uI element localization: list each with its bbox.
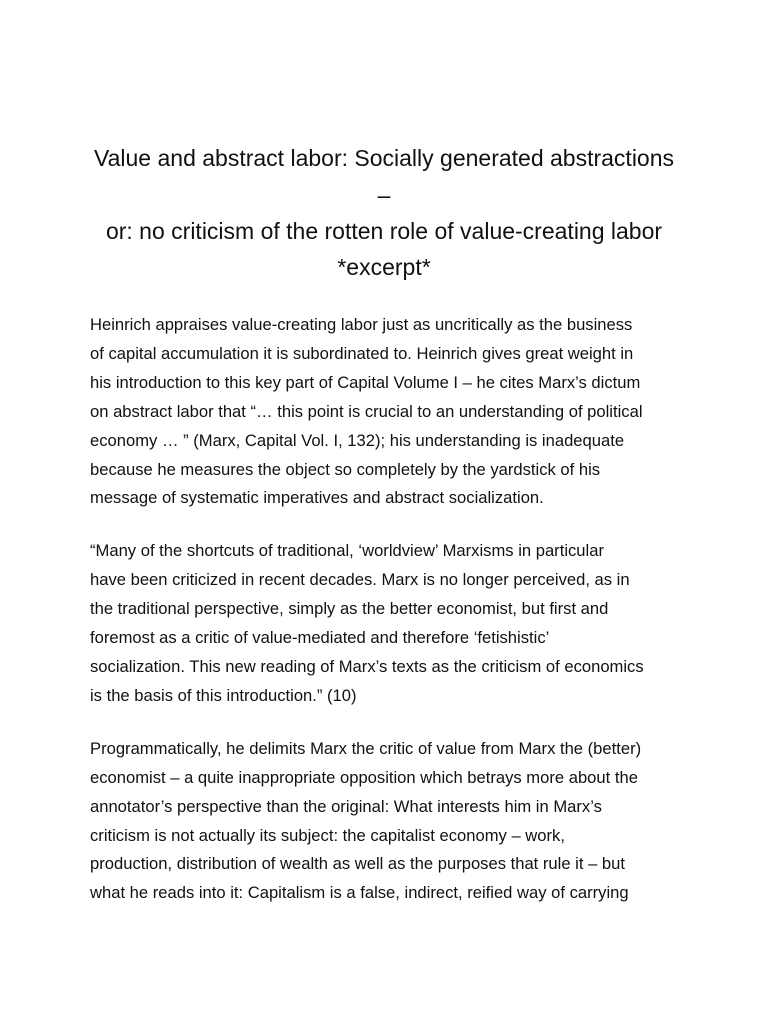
paragraph-line: economy … ” (Marx, Capital Vol. I, 132); his understanding is inadequate [90,430,625,450]
paragraph-2 [90,537,690,710]
document-body [90,311,690,932]
paragraph-line: have been criticized in recent decades. Marx is no longer perceived, as in [90,570,630,590]
paragraph-line: the traditional perspective, simply as the better economist, but first and [90,599,609,619]
paragraph-3 [90,735,690,908]
paragraph-line: Heinrich appraises value-creating labor just as uncritically as the business [90,315,633,334]
title-line-1: Value and abstract labor: Socially generated abstractions [93,145,675,171]
paragraph-line: on abstract labor that “… this point is crucial to an understanding of political [90,401,643,421]
paragraph-line: foremost as a critic of value-mediated and therefore ‘fetishistic’ [90,628,550,648]
paragraph-line: because he measures the object so completely by the yardstick of his [90,459,601,479]
paragraph-1 [90,311,690,513]
paragraph-line: economist – a quite inappropriate opposition which betrays more about the [90,767,638,787]
paragraph-line: is the basis of this introduction.” (10) [90,685,357,705]
paragraph-line: annotator’s perspective than the original: What interests him in Marx’s [90,796,602,816]
paragraph-line: “Many of the shortcuts of traditional, ‘worldview’ Marxisms in particular [90,541,604,561]
title-line-3-excerpt: *excerpt* [337,254,431,280]
paragraph-line: Programmatically, he delimits Marx the critic of value from Marx the (better) [90,738,642,758]
paragraph-line: his introduction to this key part of Capital Volume I – he cites Marx’s dictum [90,372,641,392]
paragraph-line: criticism is not actually its subject: the capitalist economy – work, [90,825,565,845]
document-title [60,140,708,286]
paragraph-line: socialization. This new reading of Marx’s texts as the criticism of economics [90,656,644,676]
paragraph-line: production, distribution of wealth as well as the purposes that rule it – but [90,854,625,874]
title-line-2: or: no criticism of the rotten role of value-creating labor [105,217,663,244]
paragraph-line: of capital accumulation it is subordinated to. Heinrich gives great weight in [90,343,634,363]
paragraph-line: what he reads into it: Capitalism is a false, indirect, reified way of carrying [90,883,629,903]
paragraph-line: message of systematic imperatives and abstract socialization. [90,488,544,508]
title-dash: – [377,181,391,208]
